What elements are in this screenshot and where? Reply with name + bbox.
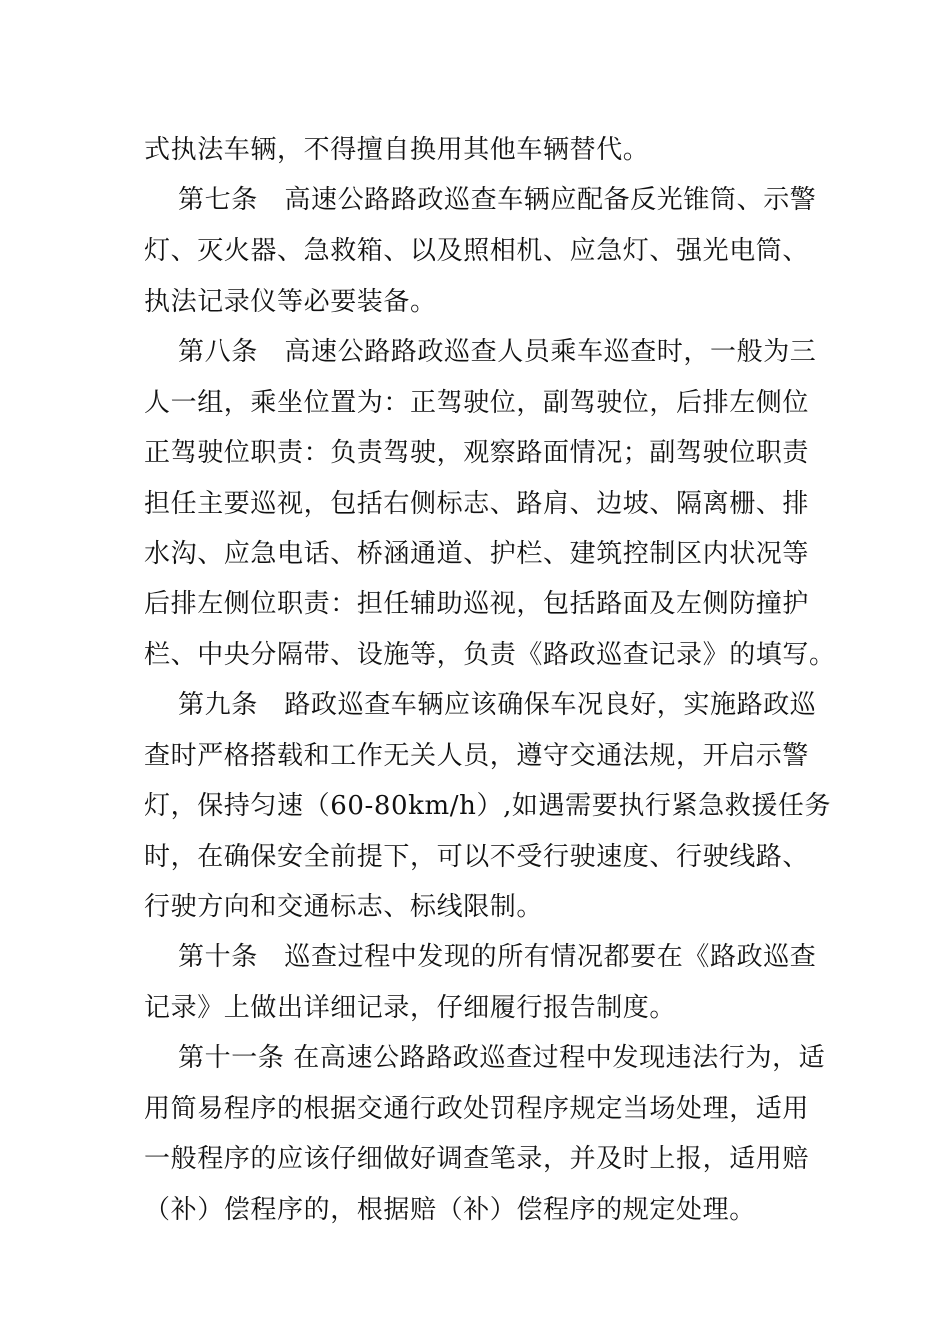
text-line: 灯，保持匀速（60-80km/h）,如遇需要执行紧急救援任务	[144, 791, 832, 821]
text-line: 一般程序的应该仔细做好调查笔录，并及时上报，适用赔	[144, 1144, 810, 1174]
text-line: 时，在确保安全前提下，可以不受行驶速度、行驶线路、	[144, 842, 810, 872]
text-line: 栏、中央分隔带、设施等，负责《路政巡查记录》的填写。	[144, 640, 836, 670]
article-7-heading-line: 第七条 高速公路路政巡查车辆应配备反光锥筒、示警	[178, 185, 817, 215]
text-line: 记录》上做出详细记录，仔细履行报告制度。	[144, 993, 677, 1023]
text-line: 人一组，乘坐位置为：正驾驶位，副驾驶位，后排左侧位	[144, 388, 810, 418]
article-9-heading-line: 第九条 路政巡查车辆应该确保车况良好，实施路政巡	[178, 690, 817, 720]
text-line: 后排左侧位职责：担任辅助巡视，包括路面及左侧防撞护	[144, 589, 810, 619]
text-line: 行驶方向和交通标志、标线限制。	[144, 892, 544, 922]
text-line: 式执法车辆，不得擅自换用其他车辆替代。	[144, 135, 650, 165]
text-line: （补）偿程序的，根据赔（补）偿程序的规定处理。	[144, 1195, 756, 1225]
article-10-heading-line: 第十条 巡查过程中发现的所有情况都要在《路政巡查	[178, 942, 817, 972]
text-line: 用简易程序的根据交通行政处罚程序规定当场处理，适用	[144, 1094, 810, 1124]
article-8-heading-line: 第八条 高速公路路政巡查人员乘车巡查时，一般为三	[178, 337, 817, 367]
article-11-heading-line: 第十一条 在高速公路路政巡查过程中发现违法行为，适	[178, 1043, 826, 1073]
text-line: 执法记录仪等必要装备。	[144, 287, 437, 317]
text-line: 查时严格搭载和工作无关人员，遵守交通法规，开启示警	[144, 741, 810, 771]
text-line: 正驾驶位职责：负责驾驶，观察路面情况；副驾驶位职责	[144, 438, 810, 468]
text-line: 灯、灭火器、急救箱、以及照相机、应急灯、强光电筒、	[144, 236, 810, 266]
text-line: 担任主要巡视，包括右侧标志、路肩、边坡、隔离栅、排	[144, 489, 810, 519]
text-line: 水沟、应急电话、桥涵通道、护栏、建筑控制区内状况等	[144, 539, 810, 569]
